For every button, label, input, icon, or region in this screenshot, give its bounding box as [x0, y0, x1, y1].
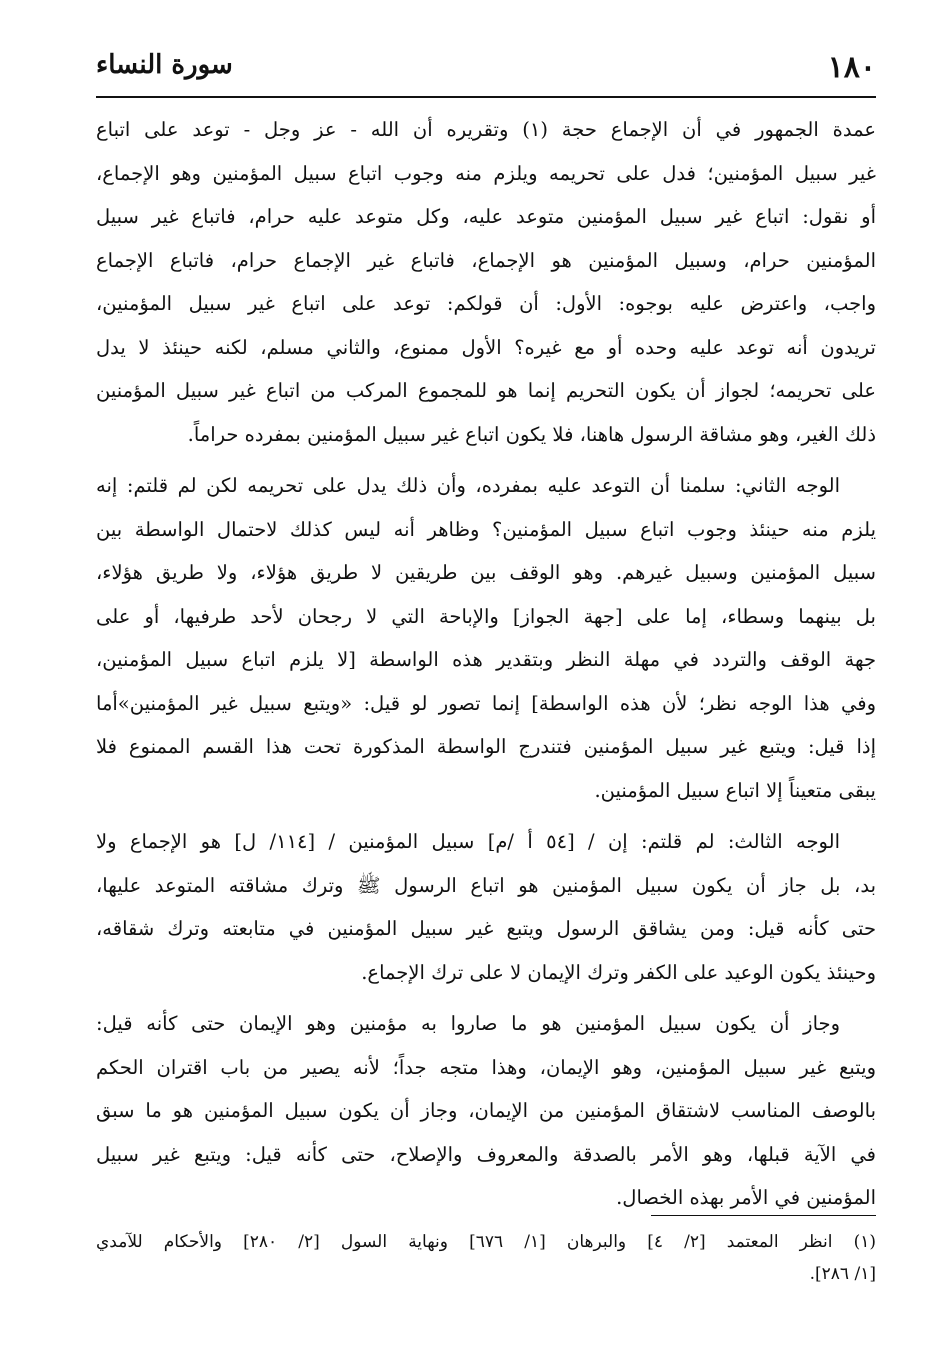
text-line: ويتبع غير سبيل المؤمنين، وهو الإيمان، وهذا متجه جداً؛ لأنه يصير من باب اقتران الحكم [96, 1055, 876, 1079]
text-line: واجب، واعترض عليه بوجوه: الأول: أن قولكم: توعد على اتباع غير سبيل المؤمنين، [96, 292, 876, 315]
paragraph [96, 1002, 876, 1220]
paragraph [96, 820, 876, 994]
text-line: الوجه الثاني: سلمنا أن التوعد عليه بمفرده، وأن ذلك يدل على تحريمه لكن لم قلتم: إنه [96, 474, 840, 497]
body-text [96, 108, 876, 1228]
text-line: وفي هذا الوجه نظر؛ لأن هذه الواسطة] إنما تصور لو قيل: «ويتبع سبيل غير المؤمنين»أما [96, 691, 876, 715]
page-header [96, 44, 876, 88]
page-number: ١٨٠ [827, 50, 876, 85]
header-divider [96, 96, 876, 98]
text-line: أو نقول: اتباع غير سبيل المؤمنين متوعد عليه، وكل متوعد عليه حرام، فاتباع غير سبيل [96, 205, 876, 228]
paragraph [96, 108, 876, 456]
text-line: بد، بل جاز أن يكون سبيل المؤمنين هو اتباع الرسول ﷺ وترك مشاقته المتوعد عليها، [96, 873, 876, 897]
text-line: على تحريمه؛ لجواز أن يكون التحريم إنما هو للمجموع المركب من اتباع غير سبيل المؤمنين [96, 379, 876, 402]
text-line: المؤمنين في الأمر بهذه الخصال. [616, 1186, 876, 1209]
text-line: جهة الوقف والتردد في مهلة النظر وبتقدير هذه الواسطة [لا يلزم اتباع سبيل المؤمنين، [96, 648, 876, 671]
text-line: في الآية قبلها، وهو الأمر بالصدقة والمعروف والإصلاح، حتى كأنه قيل: ويتبع غير سبيل [96, 1142, 876, 1166]
text-line: بالوصف المناسب لاشتقاق المؤمنين من الإيمان، وجاز أن يكون سبيل المؤمنين هو ما سبق [96, 1099, 876, 1122]
text-line: ذلك الغير، وهو مشاقة الرسول هاهنا، فلا يكون اتباع غير سبيل المؤمنين بمفرده حراماً. [187, 422, 876, 446]
footnote-divider [651, 1215, 876, 1216]
footnote-line: [١/ ٢٨٦]. [809, 1264, 876, 1284]
text-line: يلزم منه حينئذ وجوب اتباع سبيل المؤمنين؟ وظاهر أنه ليس كذلك لاحتمال الواسطة بين [96, 517, 876, 541]
text-line: سبيل المؤمنين وسبيل غيرهم. وهو الوقف بين طريقين لا طريق هؤلاء، ولا طريق هؤلاء، [96, 561, 876, 584]
footnotes [96, 1226, 876, 1290]
text-line: حتى كأنه قيل: ومن يشاقق الرسول ويتبع غير سبيل المؤمنين في متابعته وترك شقاقه، [96, 917, 876, 940]
text-line: غير سبيل المؤمنين؛ فدل على تحريمه ويلزم منه وجوب اتباع سبيل المؤمنين وهو الإجماع، [96, 161, 876, 185]
text-line: وجاز أن يكون سبيل المؤمنين هو ما صاروا به مؤمنين وهو الإيمان حتى كأنه قيل: [96, 1012, 840, 1035]
text-line: الوجه الثالث: لم قلتم: إن / [٥٤ أ /م] سبيل المؤمنين / [١١٤/ ل] هو الإجماع ولا [96, 830, 840, 853]
text-line: وحينئذ يكون الوعيد على الكفر وترك الإيمان لا على ترك الإجماع. [361, 960, 876, 984]
footnote-line: (١) انظر المعتمد [٢/ ٤] والبرهان [١/ ٦٧٦] ونهاية السول [٢/ ٢٨٠] والأحكام للآمدي [96, 1232, 876, 1252]
text-line: بل بينهما وسطاء، إما على [جهة الجواز] والإباحة التي لا رجحان لأحد طرفيها، أو على [96, 604, 876, 628]
text-line: عمدة الجمهور في أن الإجماع حجة (١) وتقريره أن الله - عز وجل - توعد على اتباع [96, 118, 876, 141]
paragraph [96, 464, 876, 812]
surah-title: سورة النساء [96, 50, 233, 80]
text-line: تريدون أنه توعد عليه وحده أو مع غيره؟ الأول ممنوع، والثاني مسلم، لكنه حينئذ لا يدل [96, 335, 876, 359]
text-line: إذا قيل: ويتبع غير سبيل المؤمنين فتندرج الواسطة المذكورة تحت هذا القسم الممنوع فلا [96, 735, 876, 758]
text-line: المؤمنين حرام، وسبيل المؤمنين هو الإجماع، فاتباع غير الإجماع حرام، فاتباع الإجماع [96, 248, 876, 272]
text-line: يبقى متعيناً إلا اتباع سبيل المؤمنين. [594, 778, 876, 802]
